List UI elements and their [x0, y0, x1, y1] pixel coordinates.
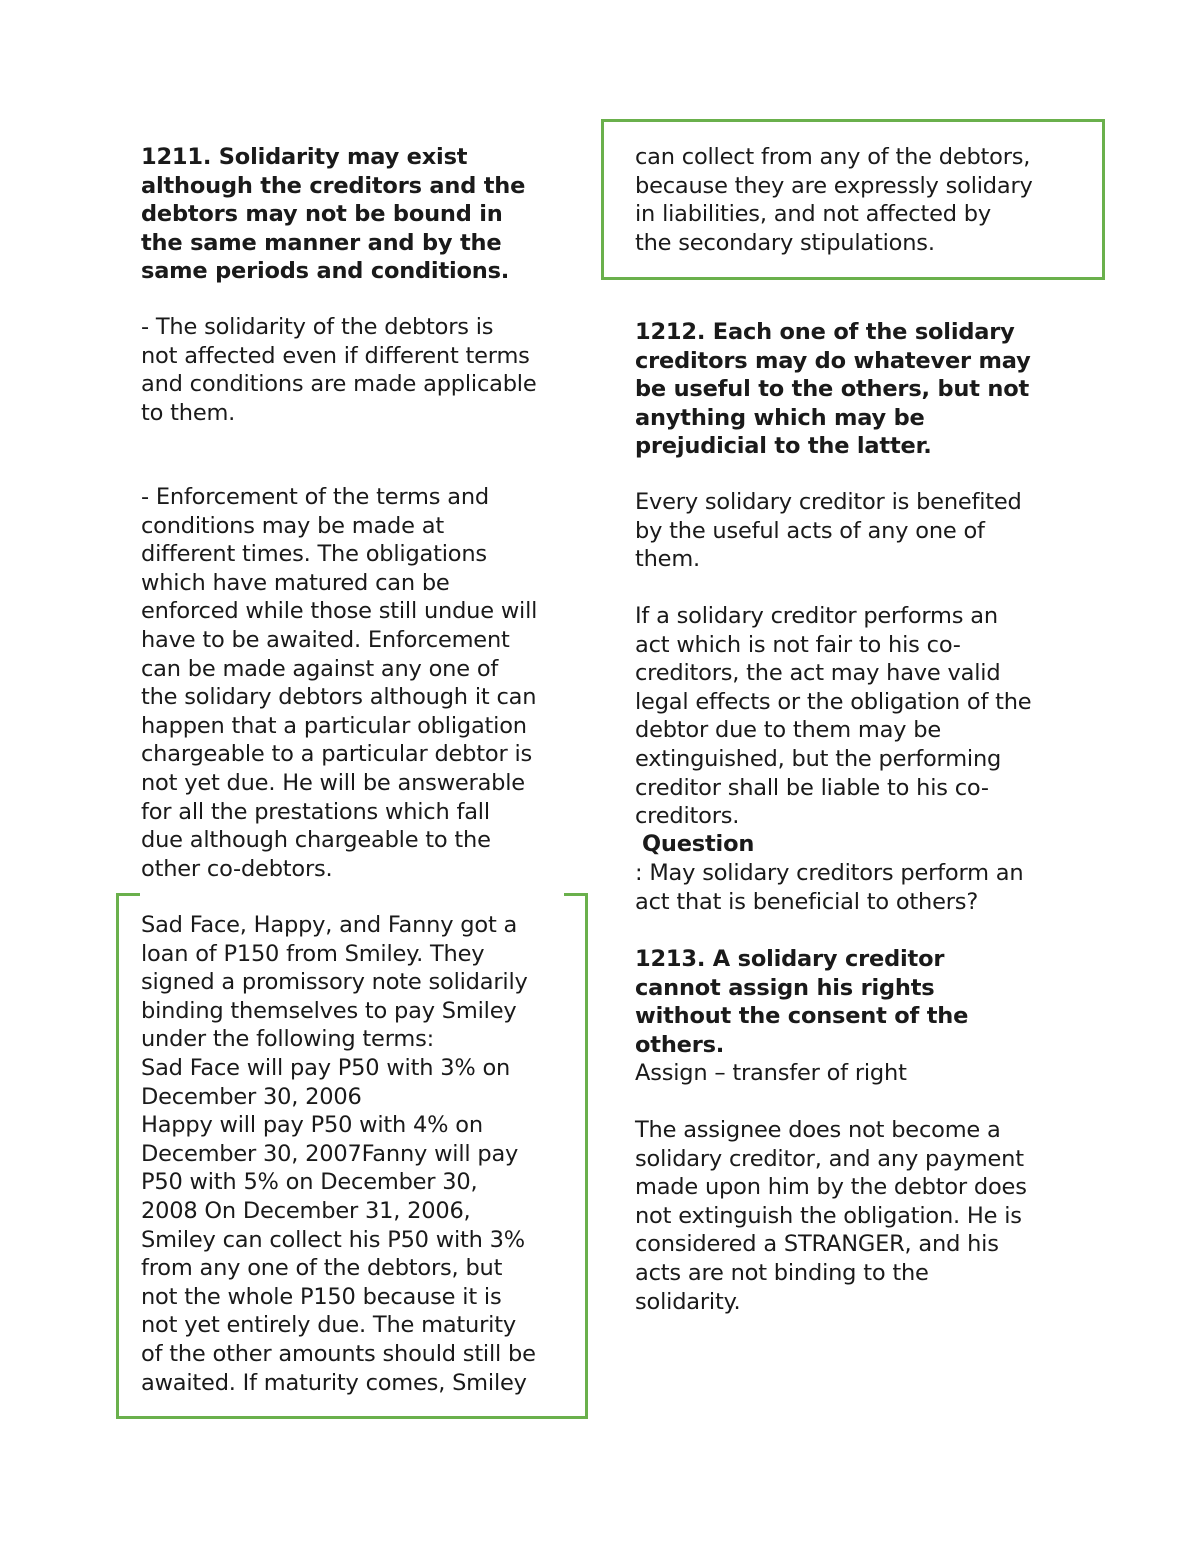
article-1211-paragraph-2: - Enforcement of the terms and conditions may be made at different times. The obligations which have matured can be enforced while those still undue will have to be awaited. Enforcement can be made against any one of the solidary debtors although it can happen that a particular obligation chargeable to a particular debtor is not yet due. He will be answerable for all the prestations which fall due although chargeable to the other co-debtors.: [141, 484, 538, 882]
example-box-continued-text: can collect from any of the debtors, because they are expressly solidary in liabilities, and not affected by the secondary stipulations.: [635, 144, 1033, 256]
article-1211-paragraph-1: - The solidarity of the debtors is not affected even if different terms and conditions are made applicable to them.: [141, 314, 537, 426]
article-1212-paragraph-1: Every solidary creditor is benefited by the useful acts of any one of them.: [635, 489, 1022, 573]
article-1212-paragraph-2: If a solidary creditor performs an act which is not fair to his co- creditors, the act may have valid legal effects or the obligation of the debtor due to them may be extinguished, but the performing creditor shall be liable to his co- creditors.: [635, 603, 1032, 830]
example-box-text: Sad Face, Happy, and Fanny got a loan of P150 from Smiley. They signed a promissory note solidarily binding themselves to pay Smiley under the following terms: Sad Face will pay P50 with 3% on December 30, 2006 Happy will pay P50 with 4% on December 30, 2007Fanny will pay P50 with 5% on December 30, 2008 On December 31, 2006, Smiley can collect his P50 with 3% from any one of the debtors, but not the whole P150 because it is not yet entirely due. The maturity of the other amounts should still be awaited. If maturity comes, Smiley: [141, 912, 536, 1396]
article-1212-heading: 1212. Each one of the solidary creditors may do whatever may be useful to the others, but not anything which may be prejudicial to the latter.: [635, 319, 1031, 460]
question-label: Question: [642, 831, 755, 857]
article-1213-paragraph: The assignee does not become a solidary creditor, and any payment made upon him by the debtor does not extinguish the obligation. He is considered a STRANGER, and his acts are not binding to the solidarity.: [635, 1117, 1027, 1315]
article-1213-heading: 1213. A solidary creditor cannot assign his rights without the consent of the others.: [635, 946, 969, 1058]
article-1211-heading: 1211. Solidarity may exist although the creditors and the debtors may not be bound in the same manner and by the same periods and conditions.: [141, 144, 526, 285]
assign-definition: Assign – transfer of right: [635, 1060, 907, 1086]
question-text: : May solidary creditors perform an act that is beneficial to others?: [635, 860, 1024, 915]
